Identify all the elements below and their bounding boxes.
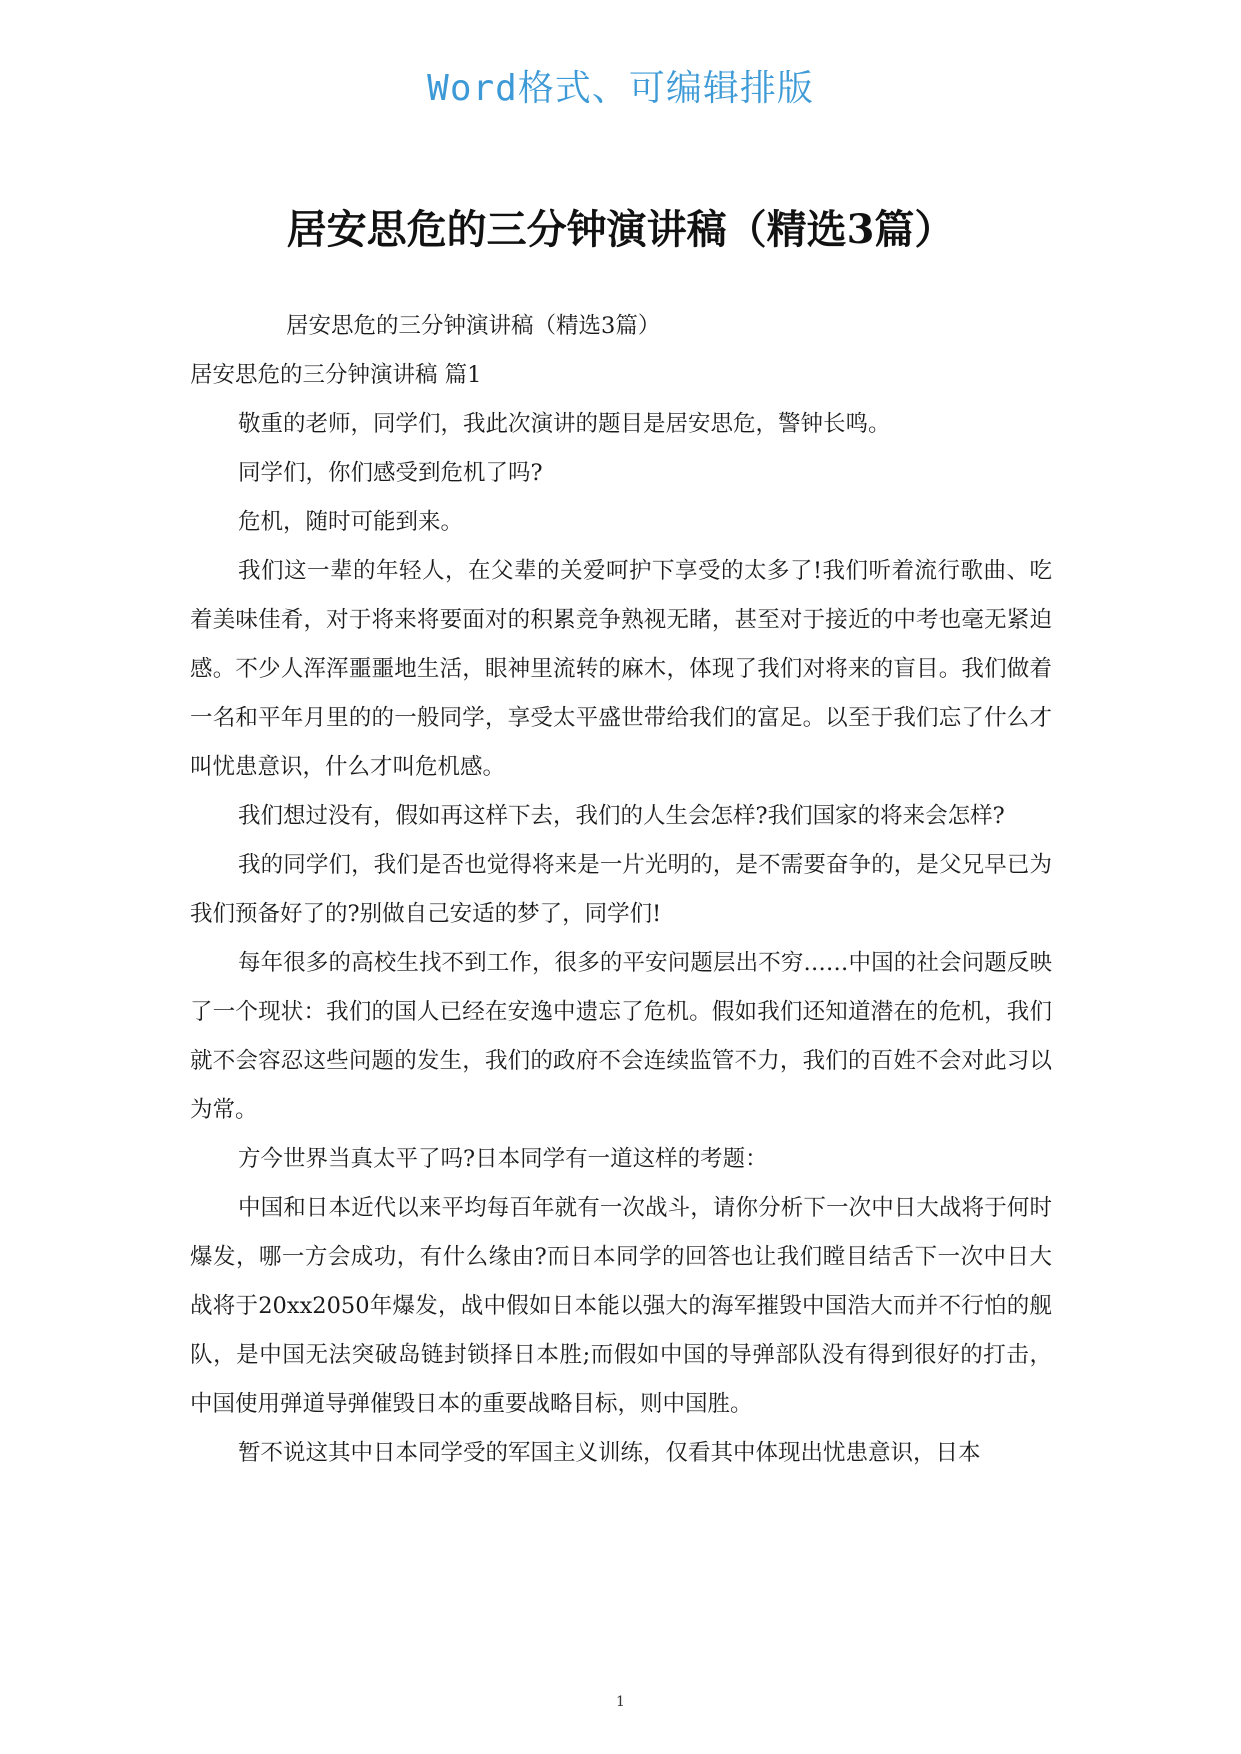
paragraph: 敬重的老师，同学们，我此次演讲的题目是居安思危，警钟长鸣。 [238, 411, 891, 437]
paragraph: 我们这一辈的年轻人，在父辈的关爱呵护下享受的太多了!我们听着流行歌曲、吃着美味佳肴，对于将来将要面对的积累竞争熟视无睹，甚至对于接近的中考也毫无紧迫感。不少人浑浑噩噩地生活，眼神里流转的麻木，体现了我们对将来的盲目。我们做着一名和平年月里的的一般同学，享受太平盛世带给我们的富足。以至于我们忘了什么才叫忧患意识，什么才叫危机感。 [190, 558, 1052, 780]
paragraph: 每年很多的高校生找不到工作，很多的平安问题层出不穷……中国的社会问题反映了一个现状：我们的国人已经在安逸中遗忘了危机。假如我们还知道潜在的危机，我们就不会容忍这些问题的发生，我们的政府不会连续监管不力，我们的百姓不会对此习以为常。 [190, 950, 1052, 1123]
document-body [190, 302, 1052, 1478]
section-heading: 居安思危的三分钟演讲稿 篇1 [190, 362, 482, 388]
paragraph: 我的同学们，我们是否也觉得将来是一片光明的，是不需要奋争的，是父兄早已为我们预备好了的?别做自己安适的梦了，同学们! [190, 852, 1052, 927]
paragraph: 方今世界当真太平了吗?日本同学有一道这样的考题： [238, 1146, 768, 1172]
paragraph: 暂不说这其中日本同学受的军国主义训练，仅看其中体现出忧患意识，日本 [238, 1440, 981, 1466]
paragraph: 危机，随时可能到来。 [238, 509, 464, 535]
document-title: 居安思危的三分钟演讲稿（精选3篇） [286, 206, 955, 253]
banner-text: Word格式、可编辑排版 [427, 68, 814, 109]
paragraph: 中国和日本近代以来平均每百年就有一次战斗，请你分析下一次中日大战将于何时爆发，哪一方会成功，有什么缘由?而日本同学的回答也让我们瞠目结舌下一次中日大战将于20xx2050年爆发，战中假如日本能以强大的海军摧毁中国浩大而并不行怕的舰队，是中国无法突破岛链封锁择日本胜;而假如中国的导弹部队没有得到很好的打击，中国使用弹道导弹催毁日本的重要战略目标，则中国胜。 [190, 1195, 1052, 1417]
page-number: 1 [616, 1694, 625, 1710]
paragraph: 我们想过没有，假如再这样下去，我们的人生会怎样?我们国家的将来会怎样? [238, 803, 1005, 829]
document-subtitle: 居安思危的三分钟演讲稿（精选3篇） [286, 313, 661, 339]
paragraph: 同学们，你们感受到危机了吗? [238, 460, 543, 486]
